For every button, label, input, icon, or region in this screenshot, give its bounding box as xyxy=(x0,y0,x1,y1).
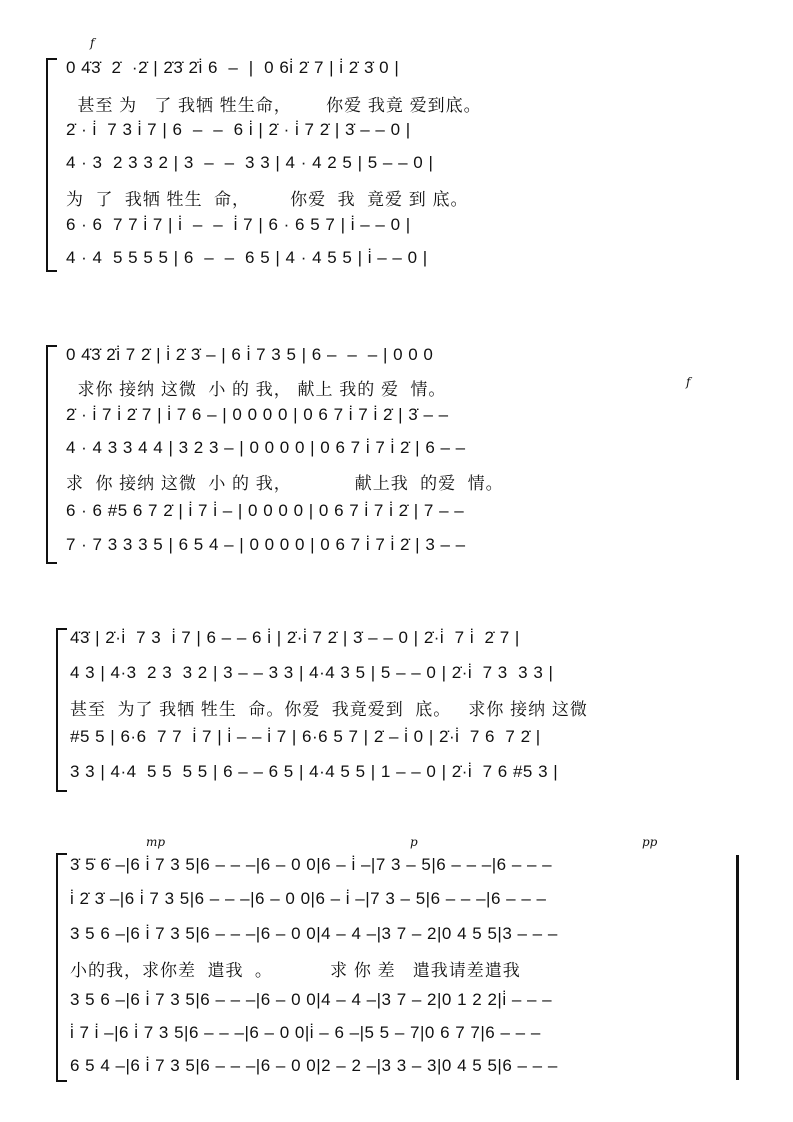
staff-line-1: 0 4̇3̇ 2̇ ·2̇ | 2̇3̇ 2̇i̇ 6 – | 0 6i̇ 2̇ 7 | i̇ 2̇ 3̇ 0 | xyxy=(66,58,400,77)
system-brace xyxy=(46,58,57,272)
system-brace xyxy=(56,628,67,792)
dynamic-marking: mp xyxy=(146,835,166,849)
staff-line-2: 2̇ · i̇ 7 i̇ 2̇ 7 | i̇ 7 6 – | 0 0 0 0 | 0 6 7 i̇ 7 i̇ 2̇ | 3̇ – – xyxy=(66,405,449,424)
dynamic-marking: f xyxy=(90,36,95,50)
score-system-3 xyxy=(0,620,793,800)
staff-line-3: 3 5 6 –|6 i̇ 7 3 5|6 – – –|6 – 0 0|4 – 4 –|3 7 – 2|0 4 5 5|3 – – – xyxy=(70,924,558,943)
staff-line-5: i̇ 7 i̇ –|6 i̇ 7 3 5|6 – – –|6 – 0 0|i̇ – 6 –|5 5 – 7|0 6 7 7|6 – – – xyxy=(70,1023,541,1042)
dynamic-marking: f xyxy=(686,375,691,389)
system-brace xyxy=(56,853,67,1082)
dynamic-marking: p xyxy=(410,835,418,849)
lyric-line-2: 求 你 接纳 这微 小 的 我， 献上我 的爱 情。 xyxy=(66,474,504,493)
lyric-line-1: 甚至 为了 我牺 牲生 命。你爱 我竟爱到 底。 求你 接纳 这微 xyxy=(70,700,588,719)
staff-line-3: 4 · 3 2 3 3 2 | 3 – – 3 3 | 4 · 4 2 5 | 5 – – 0 | xyxy=(66,153,434,172)
staff-line-3: #5 5 | 6·6 7 7 i̇ 7 | i̇ – – i̇ 7 | 6·6 5 7 | 2̇ – i̇ 0 | 2̇·i̇ 7 6 7 2̇ | xyxy=(70,727,541,746)
lyric-line-1: 求你 接纳 这微 小 的 我， 献上 我的 爱 情。 xyxy=(66,380,447,399)
staff-line-1: 3̇ 5̇ 6̇ –|6 i̇ 7 3 5|6 – – –|6 – 0 0|6 – i̇ –|7 3 – 5|6 – – –|6 – – – xyxy=(70,855,553,874)
staff-line-5: 4 · 4 5 5 5 5 | 6 – – 6 5 | 4 · 4 5 5 | i̇ – – 0 | xyxy=(66,248,428,267)
staff-line-1: 0 4̇3̇ 2̇i̇ 7 2̇ | i̇ 2̇ 3̇ – | 6 i̇ 7 3 5 | 6 – – – | 0 0 0 xyxy=(66,345,434,364)
staff-line-5: 7 · 7 3 3 3 5 | 6 5 4 – | 0 0 0 0 | 0 6 7 i̇ 7 i̇ 2̇ | 3 – – xyxy=(66,535,466,554)
staff-line-2: i̇ 2̇ 3̇ –|6 i̇ 7 3 5|6 – – –|6 – 0 0|6 – i̇ –|7 3 – 5|6 – – –|6 – – – xyxy=(70,889,547,908)
staff-line-2: 4 3 | 4·3 2 3 3 2 | 3 – – 3 3 | 4·4 3 5 | 5 – – 0 | 2̇·i̇ 7 3 3 3 | xyxy=(70,663,554,682)
final-barline xyxy=(736,855,739,1080)
score-system-1 xyxy=(0,30,793,280)
staff-line-4: 3 3 | 4·4 5 5 5 5 | 6 – – 6 5 | 4·4 5 5 | 1 – – 0 | 2̇·i̇ 7 6 #5 3 | xyxy=(70,762,559,781)
lyric-line-1: 甚至 为 了 我牺 牲生命， 你爱 我竟 爱到底。 xyxy=(66,96,482,115)
lyric-line-2: 为 了 我牺 牲生 命， 你爱 我 竟爱 到 底。 xyxy=(66,190,469,209)
staff-line-2: 2̇ · i̇ 7 3 i̇ 7 | 6 – – 6 i̇ | 2̇ · i̇ 7 2̇ | 3̇ – – 0 | xyxy=(66,120,411,139)
staff-line-4: 3 5 6 –|6 i̇ 7 3 5|6 – – –|6 – 0 0|4 – 4 –|3 7 – 2|0 1 2 2|i̇ – – – xyxy=(70,990,553,1009)
score-system-4 xyxy=(0,835,793,1095)
system-brace xyxy=(46,345,57,564)
dynamic-marking: pp xyxy=(642,835,658,849)
staff-line-4: 6 · 6 7 7 i̇ 7 | i̇ – – i̇ 7 | 6 · 6 5 7 | i̇ – – 0 | xyxy=(66,215,411,234)
staff-line-4: 6 · 6 #5 6 7 2̇ | i̇ 7 i̇ – | 0 0 0 0 | 0 6 7 i̇ 7 i̇ 2̇ | 7 – – xyxy=(66,501,465,520)
staff-line-3: 4 · 4 3 3 4 4 | 3 2 3 – | 0 0 0 0 | 0 6 7 i̇ 7 i̇ 2̇ | 6 – – xyxy=(66,438,466,457)
staff-line-1: 4̇3̇ | 2̇·i̇ 7 3 i̇ 7 | 6 – – 6 i̇ | 2̇·i̇ 7 2̇ | 3̇ – – 0 | 2̇·i̇ 7 i̇ 2̇ 7 | xyxy=(70,628,520,647)
lyric-line-1: 小的我，求你差 遣我 。 求 你 差 遣我请差遣我 xyxy=(70,961,521,980)
staff-line-6: 6 5 4 –|6 i̇ 7 3 5|6 – – –|6 – 0 0|2 – 2 –|3 3 – 3|0 4 5 5|6 – – – xyxy=(70,1056,558,1075)
score-system-2 xyxy=(0,335,793,585)
